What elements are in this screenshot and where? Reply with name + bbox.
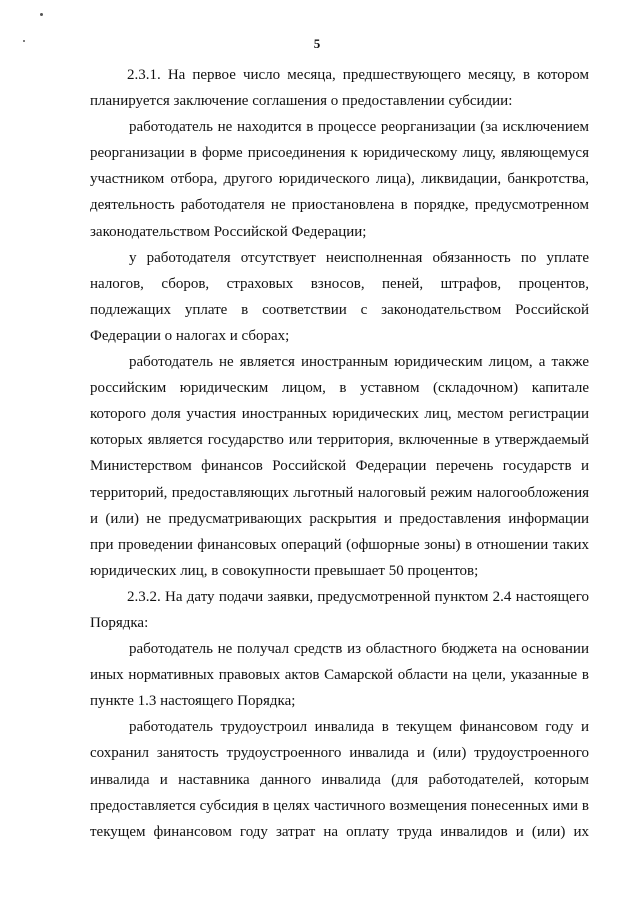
- text-line: иных нормативных правовых актов Самарской области на цели, указанные в: [90, 667, 589, 684]
- text-line: работодатель не является иностранным юридическим лицом, а также: [129, 354, 589, 371]
- text-line: планируется заключение соглашения о предоставлении субсидии:: [90, 93, 513, 110]
- text-line: налогов, сборов, страховых взносов, пеней, штрафов, процентов,: [90, 275, 589, 292]
- text-line: которых является государство или территория, включенные в утверждаемый: [90, 432, 589, 449]
- text-line: юридических лиц, в совокупности превышает 50 процентов;: [90, 562, 479, 579]
- text-line: законодательством Российской Федерации;: [90, 223, 367, 240]
- text-line: реорганизации в форме присоединения к юридическому лицу, являющемуся: [90, 145, 589, 162]
- text-line: подлежащих уплате в соответствии с законодательством Российской: [90, 301, 589, 318]
- text-line: работодатель трудоустроил инвалида в текущем финансовом году и: [129, 719, 589, 736]
- text-line: деятельность работодателя не приостановлена в порядке, предусмотренном: [90, 197, 589, 214]
- text-line: сохранил занятость трудоустроенного инвалида и (или) трудоустроенного: [90, 745, 589, 762]
- text-line: работодатель не получал средств из областного бюджета на основании: [129, 641, 589, 658]
- document-body: [90, 62, 589, 845]
- text-line: Порядка:: [90, 614, 149, 631]
- text-line: и (или) не предусматривающих раскрытия и предоставления информации: [90, 510, 589, 527]
- page-number: 5: [313, 36, 321, 51]
- text-line: у работодателя отсутствует неисполненная обязанность по уплате: [129, 249, 589, 266]
- text-line: Федерации о налогах и сборах;: [90, 327, 290, 344]
- text-line: участником отбора, другого юридического лица), ликвидации, банкротства,: [90, 171, 589, 188]
- text-line: российским юридическим лицом, в уставном (складочном) капитале: [90, 380, 589, 397]
- text-line: 2.3.2. На дату подачи заявки, предусмотренной пунктом 2.4 настоящего: [127, 588, 589, 605]
- text-line: текущем финансовом году затрат на оплату труда инвалидов и (или) их: [90, 823, 589, 840]
- text-line: 2.3.1. На первое число месяца, предшествующего месяцу, в котором: [127, 67, 589, 83]
- text-line: которого доля участия иностранных юридических лиц, местом регистрации: [90, 406, 589, 423]
- text-line: Министерством финансов Российской Федерации перечень государств и: [90, 458, 589, 475]
- text-line: работодатель не находится в процессе реорганизации (за исключением: [129, 119, 589, 136]
- text-line: предоставляется субсидия в целях частичного возмещения понесенных ими в: [90, 797, 589, 814]
- text-line: пункте 1.3 настоящего Порядка;: [90, 693, 296, 710]
- text-line: при проведении финансовых операций (офшорные зоны) в отношении таких: [90, 536, 589, 553]
- scan-speck: [40, 13, 43, 16]
- text-line: инвалида и наставника данного инвалида (для работодателей, которым: [90, 771, 589, 788]
- text-line: территорий, предоставляющих льготный налоговый режим налогообложения: [90, 484, 589, 501]
